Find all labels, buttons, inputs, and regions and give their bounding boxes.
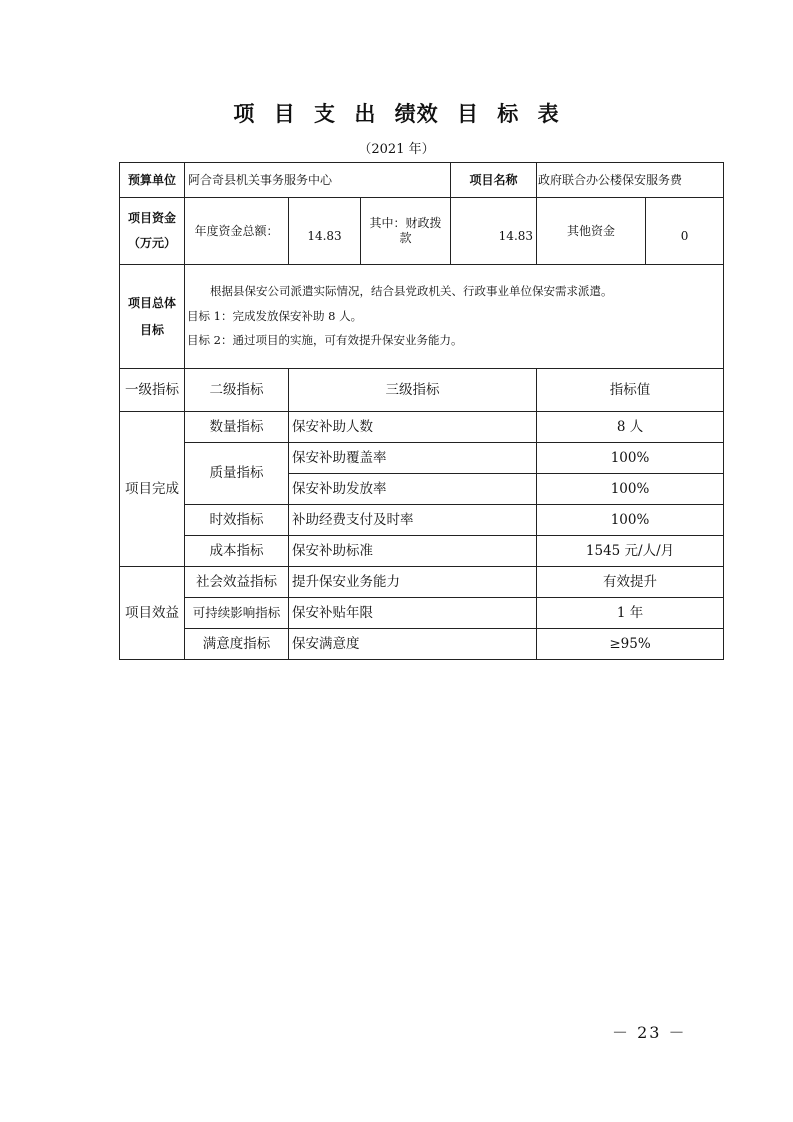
- value-cell: 1 年: [537, 598, 724, 629]
- funds-label: [120, 198, 185, 265]
- value-cell: 8 人: [537, 412, 724, 443]
- goal-line-0: 根据县保安公司派遣实际情况，结合县党政机关、行政事业单位保安需求派遣。: [210, 284, 613, 299]
- level3-cell: 保安补助发放率: [289, 474, 537, 505]
- header-level3: 三级指标: [289, 369, 537, 412]
- level3-cell: 保安补贴年限: [289, 598, 537, 629]
- level2-cell: 社会效益指标: [185, 567, 289, 598]
- level3-cell: 保安补助覆盖率: [289, 443, 537, 474]
- budget-unit-label: 预算单位: [120, 163, 185, 198]
- table-row: [120, 567, 724, 598]
- project-name-label: 项目名称: [451, 163, 537, 198]
- annual-total-label: 年度资金总额：: [185, 198, 289, 265]
- fiscal-value: 14.83: [451, 198, 537, 265]
- table-row: [120, 412, 724, 443]
- indicator-header-row: [120, 369, 724, 412]
- goal-line-2: 目标 2：通过项目的实施，可有效提升保安业务能力。: [187, 333, 463, 348]
- level3-cell: 提升保安业务能力: [289, 567, 537, 598]
- header-level2: 二级指标: [185, 369, 289, 412]
- value-cell: ≥95%: [537, 629, 724, 660]
- completion-level1: 项目完成: [120, 412, 185, 567]
- table-row: [120, 536, 724, 567]
- value-cell: 有效提升: [537, 567, 724, 598]
- value-cell: 100%: [537, 474, 724, 505]
- goals-label: 项目总体目标: [120, 265, 185, 369]
- other-funds-value: 0: [646, 198, 724, 265]
- level2-cell: 时效指标: [185, 505, 289, 536]
- page-title: 项 目 支 出 绩效 目 标 表: [233, 102, 560, 126]
- level2-cell: 成本指标: [185, 536, 289, 567]
- header-value: 指标值: [537, 369, 724, 412]
- value-cell: 100%: [537, 443, 724, 474]
- performance-goal-table: [119, 162, 724, 660]
- funds-label-line2: （万元）: [127, 236, 176, 250]
- level2-cell: 满意度指标: [185, 629, 289, 660]
- table-row: [120, 629, 724, 660]
- level2-cell: 质量指标: [185, 443, 289, 505]
- budget-unit-row: [120, 163, 724, 198]
- table-row: [120, 443, 724, 474]
- level3-cell: 保安补助人数: [289, 412, 537, 443]
- goals-row: [120, 265, 724, 369]
- level3-cell: 补助经费支付及时率: [289, 505, 537, 536]
- funds-row: [120, 198, 724, 265]
- goals-text: [185, 265, 724, 369]
- benefit-level1: 项目效益: [120, 567, 185, 660]
- page-number: － 23 －: [612, 1023, 687, 1042]
- year-subtitle: （2021 年）: [358, 142, 435, 157]
- fiscal-label: 其中：财政拨款: [361, 198, 451, 265]
- project-name-value: 政府联合办公楼保安服务费: [537, 163, 724, 198]
- level3-cell: 保安补助标准: [289, 536, 537, 567]
- level2-cell: 数量指标: [185, 412, 289, 443]
- value-cell: 100%: [537, 505, 724, 536]
- table-row: [120, 505, 724, 536]
- budget-unit-value: 阿合奇县机关事务服务中心: [185, 163, 451, 198]
- goal-line-1: 目标 1：完成发放保安补助 8 人。: [187, 308, 363, 323]
- annual-total-value: 14.83: [289, 198, 361, 265]
- other-funds-label: 其他资金: [537, 198, 646, 265]
- level3-cell: 保安满意度: [289, 629, 537, 660]
- funds-label-line1: 项目资金: [127, 211, 176, 225]
- table-row: [120, 598, 724, 629]
- level2-cell: 可持续影响指标: [185, 598, 289, 629]
- header-level1: 一级指标: [120, 369, 185, 412]
- value-cell: 1545 元/人/月: [537, 536, 724, 567]
